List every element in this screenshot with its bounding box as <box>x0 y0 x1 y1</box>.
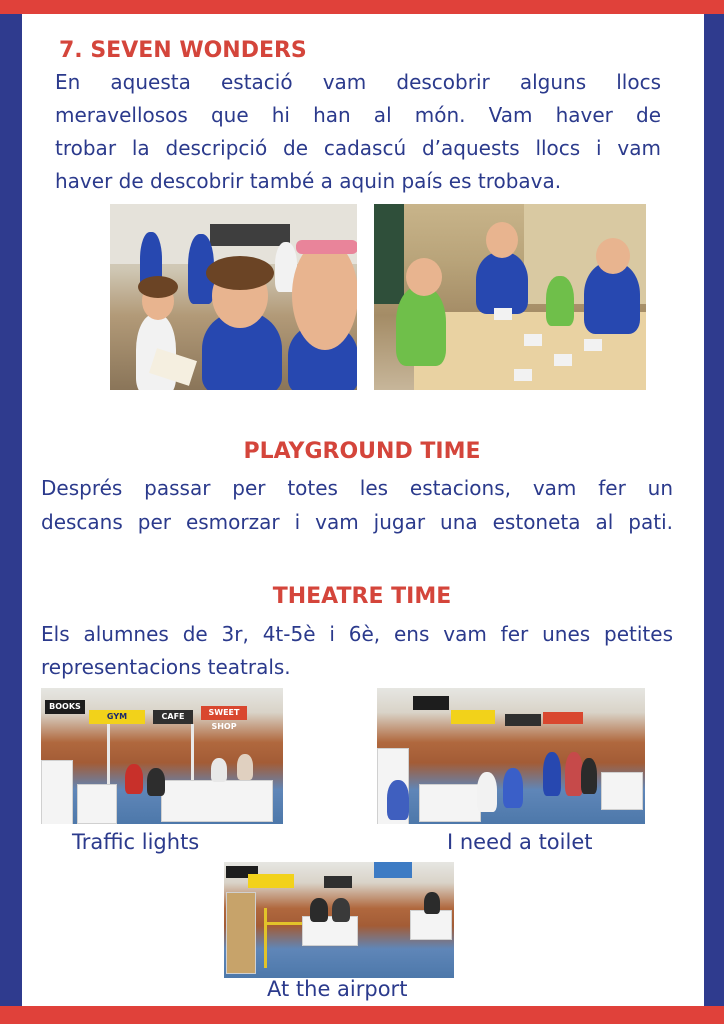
photo-at-the-airport <box>224 862 454 978</box>
caption-i-need-a-toilet: I need a toilet <box>447 830 593 854</box>
photo-kids-at-table <box>374 204 646 390</box>
photo-kids-reading-card <box>110 204 357 390</box>
caption-at-the-airport: At the airport <box>267 977 408 1001</box>
paragraph-line: descans per esmorzar i vam jugar una estoneta al pati. <box>41 510 673 534</box>
sign-books: BOOKS <box>45 700 85 714</box>
theatre-title: THEATRE TIME <box>272 584 452 609</box>
right-border <box>704 14 724 1006</box>
bottom-border <box>0 1006 724 1024</box>
paragraph-line: haver de descobrir també a aquin país es trobava. <box>55 169 562 193</box>
seven-wonders-title: 7. SEVEN WONDERS <box>59 38 307 63</box>
sign-cafe: CAFE <box>153 710 193 724</box>
playground-title: PLAYGROUND TIME <box>243 439 481 464</box>
photo-i-need-a-toilet <box>377 688 645 824</box>
sign-gym: GYM <box>89 710 145 724</box>
paragraph-line: meravellosos que hi han al món. Vam haver de <box>55 103 661 127</box>
sign-sweet-shop: SWEET SHOP <box>201 706 247 720</box>
paragraph-line: Els alumnes de 3r, 4t-5è i 6è, ens vam fer unes petites <box>41 622 673 646</box>
paragraph-line: En aquesta estació vam descobrir alguns llocs <box>55 70 661 94</box>
paragraph-line: Després passar per totes les estacions, vam fer un <box>41 476 673 500</box>
photo-traffic-lights <box>41 688 283 824</box>
top-border <box>0 0 724 14</box>
left-border <box>0 14 22 1006</box>
caption-traffic-lights: Traffic lights <box>72 830 200 854</box>
paragraph-line: representacions teatrals. <box>41 655 291 679</box>
paragraph-line: trobar la descripció de cadascú d’aquests llocs i vam <box>55 136 661 160</box>
